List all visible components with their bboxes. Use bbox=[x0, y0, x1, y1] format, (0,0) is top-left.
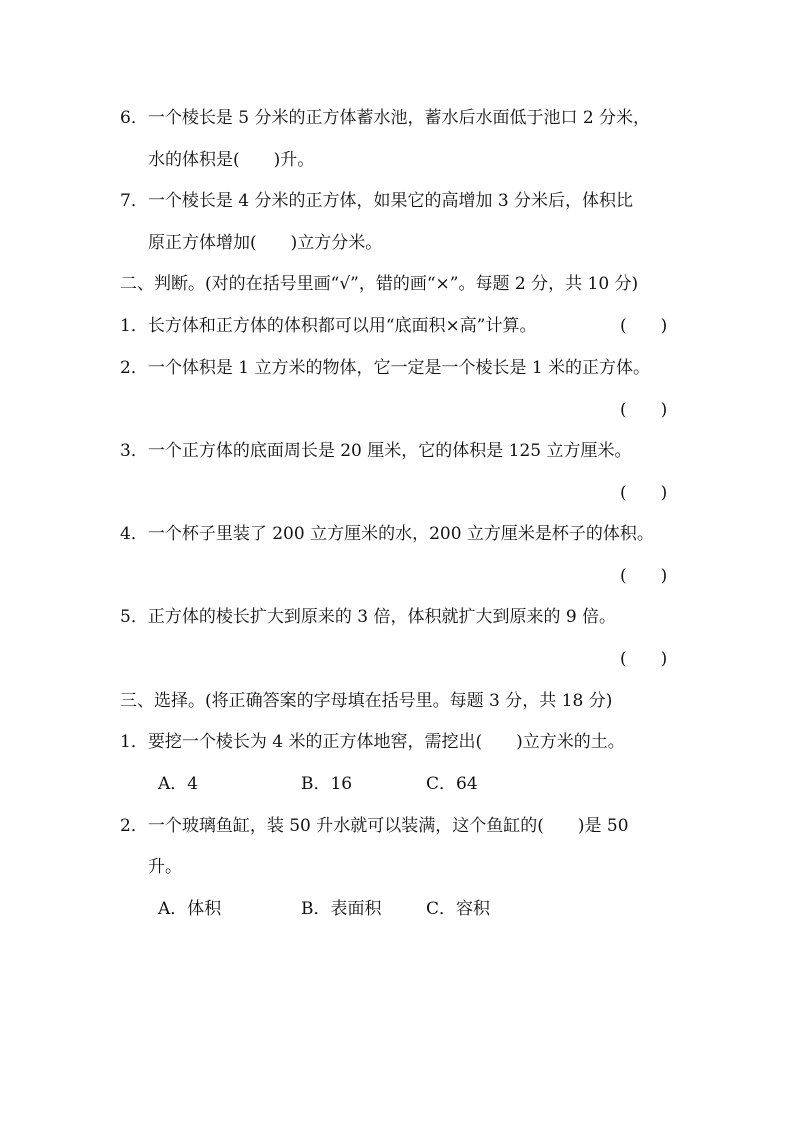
choice-2-option-c: C．容积 bbox=[426, 899, 491, 919]
judge-section-heading: 二、判断。(对的在括号里画“√”，错的画“×”。每题 2 分，共 10 分) bbox=[120, 274, 639, 294]
judge-answer-paren-2: ( ) bbox=[620, 400, 668, 420]
judge-item-5: 5．正方体的棱长扩大到原来的 3 倍，体积就扩大到原来的 9 倍。 bbox=[120, 607, 617, 627]
judge-item-3: 3．一个正方体的底面周长是 20 厘米，它的体积是 125 立方厘米。 bbox=[120, 441, 632, 461]
choice-question-2-line-2: 升。 bbox=[148, 857, 182, 877]
judge-answer-paren-1: ( ) bbox=[620, 316, 668, 336]
choice-2-option-a: A．体积 bbox=[158, 899, 222, 919]
judge-item-1: 1．长方体和正方体的体积都可以用“底面积×高”计算。 bbox=[120, 316, 537, 336]
judge-item-4: 4．一个杯子里装了 200 立方厘米的水，200 立方厘米是杯子的体积。 bbox=[120, 524, 654, 544]
choice-question-1: 1．要挖一个棱长为 4 米的正方体地窖，需挖出( )立方米的土。 bbox=[120, 732, 625, 752]
question-6-line-2: 水的体积是( )升。 bbox=[148, 150, 315, 170]
question-7-line-2: 原正方体增加( )立方分米。 bbox=[148, 233, 383, 253]
choice-2-option-b: B．表面积 bbox=[301, 899, 382, 919]
judge-answer-paren-4: ( ) bbox=[620, 566, 668, 586]
judge-answer-paren-3: ( ) bbox=[620, 483, 668, 503]
question-7-line-1: 7．一个棱长是 4 分米的正方体，如果它的高增加 3 分米后，体积比 bbox=[120, 191, 634, 211]
choice-1-option-b: B．16 bbox=[301, 774, 353, 794]
judge-item-2: 2．一个体积是 1 立方米的物体，它一定是一个棱长是 1 米的正方体。 bbox=[120, 358, 651, 378]
judge-answer-paren-5: ( ) bbox=[620, 649, 668, 669]
choice-question-2-line-1: 2．一个玻璃鱼缸，装 50 升水就可以装满，这个鱼缸的( )是 50 bbox=[120, 816, 629, 836]
question-6-line-1: 6．一个棱长是 5 分米的正方体蓄水池，蓄水后水面低于池口 2 分米， bbox=[120, 108, 651, 128]
choice-section-heading: 三、选择。(将正确答案的字母填在括号里。每题 3 分，共 18 分) bbox=[120, 691, 613, 711]
choice-1-option-a: A．4 bbox=[158, 774, 199, 794]
choice-1-option-c: C．64 bbox=[426, 774, 478, 794]
